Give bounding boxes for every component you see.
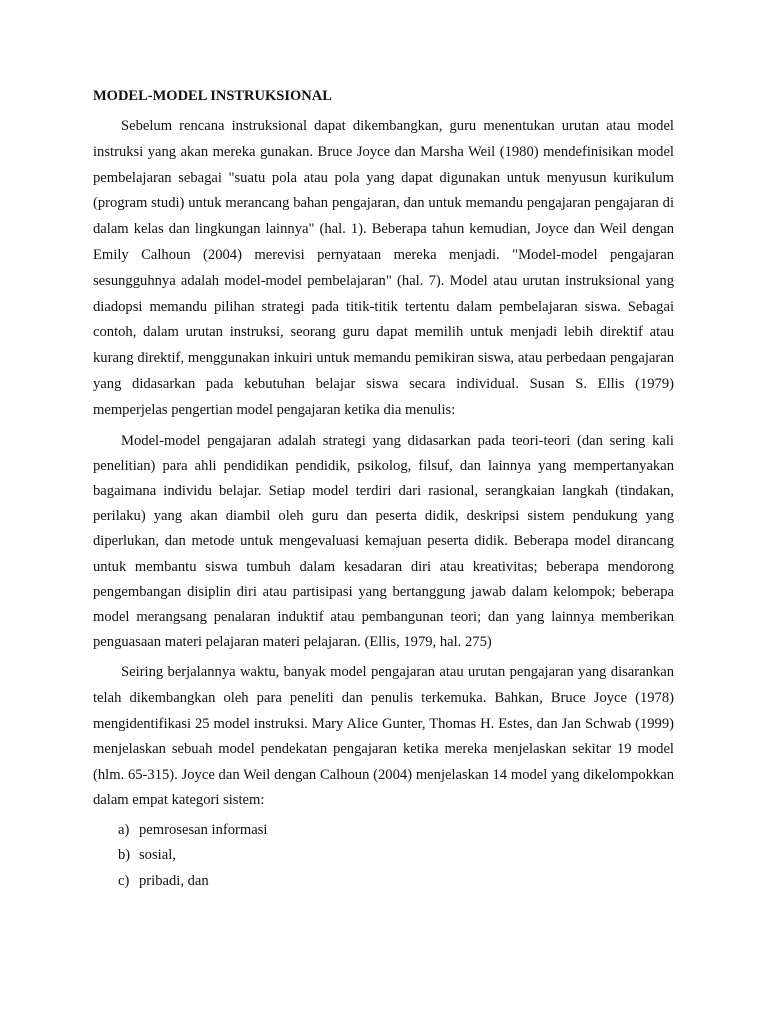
system-categories-list xyxy=(93,818,674,895)
document-title: MODEL-MODEL INSTRUKSIONAL xyxy=(93,88,332,104)
list-item-marker: b) xyxy=(118,847,131,864)
list-item-text: pribadi, dan xyxy=(139,872,209,889)
list-item-text: sosial, xyxy=(139,847,176,864)
list-item-text: pemrosesan informasi xyxy=(139,821,268,838)
list-item xyxy=(118,843,674,869)
list-item xyxy=(118,869,674,895)
paragraph-models-overview: Seiring berjalannya waktu, banyak model pengajaran atau urutan pengajaran yang disarankan telah dikembangkan oleh para peneliti dan penulis terkemuka. Bahkan, Bruce Joyce (1978) mengidentifikasi 25 model instruksi. Mary Alice Gunter, Thomas H. Estes, dan Jan Schwab (1999) menjelaskan sebuah model pendekatan pengajaran ketika mereka menjelaskan sekitar 19 model (hlm. 65-315). Joyce dan Weil dengan Calhoun (2004) menjelaskan 14 model yang dikelompokkan dalam empat kategori sistem: xyxy=(93,664,674,809)
list-item xyxy=(118,818,674,844)
paragraph-ellis-quote: Model-model pengajaran adalah strategi yang didasarkan pada teori-teori (dan sering kali penelitian) para ahli pendidikan pendidik, psikolog, filsuf, dan lainnya yang mempertanyakan bagaimana individu belajar. Setiap model terdiri dari rasional, serangkaian langkah (tindakan, perilaku) yang akan diambil oleh guru dan peserta didik, deskripsi sistem pendukung yang diperlukan, dan metode untuk mengevaluasi kemajuan peserta didik. Beberapa model dirancang untuk membantu siswa tumbuh dalam kesadaran diri atau kreativitas; beberapa mendorong pengembangan disiplin diri atau partisipasi yang bertanggung jawab dalam kelompok; beberapa model merangsang penalaran induktif atau pembangunan teori; dan yang lainnya memberikan penguasaan materi pelajaran materi pelajaran. (Ellis, 1979, hal. 275) xyxy=(93,432,674,651)
paragraph-intro: Sebelum rencana instruksional dapat dikembangkan, guru menentukan urutan atau model instruksi yang akan mereka gunakan. Bruce Joyce dan Marsha Weil (1980) mendefinisikan model pembelajaran sebagai "suatu pola atau pola yang dapat digunakan untuk menyusun kurikulum (program studi) untuk merancang bahan pengajaran, dan untuk memandu pengajaran pengajaran di dalam kelas dan lingkungan lainnya" (hal. 1). Beberapa tahun kemudian, Joyce dan Weil dengan Emily Calhoun (2004) merevisi pernyataan mereka menjadi. "Model-model pengajaran sesungguhnya adalah model-model pembelajaran" (hal. 7). Model atau urutan instruksional yang diadopsi memandu pilihan strategi pada titik-titik tertentu dalam pembelajaran siswa. Sebagai contoh, dalam urutan instruksi, seorang guru dapat memilih untuk menjadi lebih direktif atau kurang direktif, menggunakan inkuiri untuk memandu pemikiran siswa, atau perbedaan pengajaran yang didasarkan pada kebutuhan belajar siswa secara individual. Susan S. Ellis (1979) memperjelas pengertian model pengajaran ketika dia menulis: xyxy=(93,118,674,418)
list-item-marker: a) xyxy=(118,821,130,838)
list-item-marker: c) xyxy=(118,872,130,889)
